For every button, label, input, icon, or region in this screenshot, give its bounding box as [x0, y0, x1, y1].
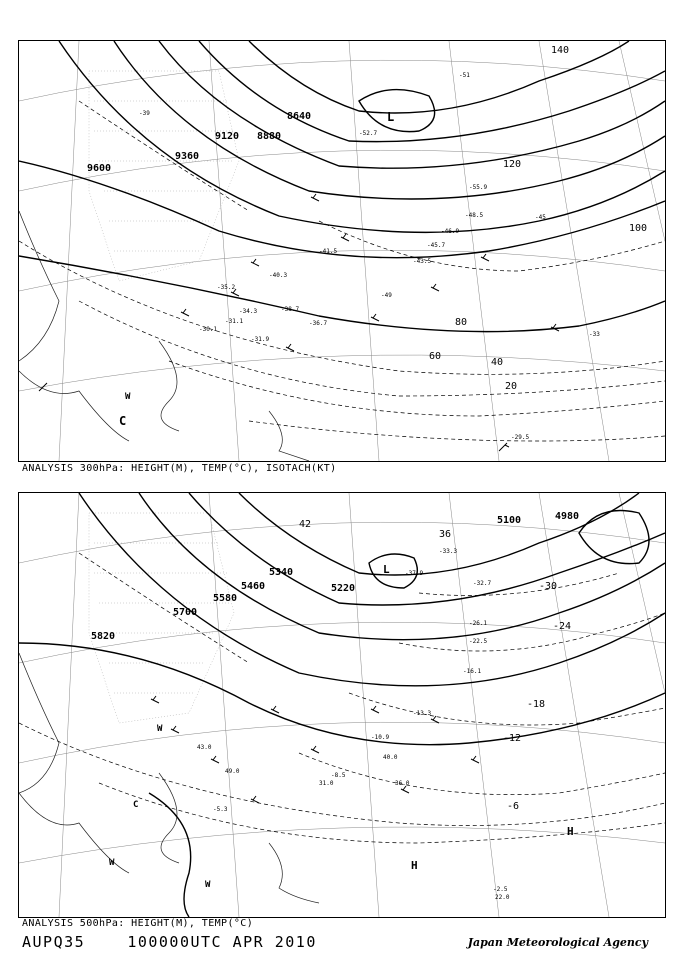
cold-symbol: C: [133, 800, 139, 810]
height-label-5220: 5220: [331, 583, 356, 594]
caption-300hpa: ANALYSIS 300hPa: HEIGHT(M), TEMP(°C), ISOTACH(KT): [22, 463, 337, 474]
isotach-label-20: 20: [505, 381, 518, 392]
height-contours-300: [19, 41, 665, 332]
station-sample: -37.9: [405, 570, 424, 577]
temp-sample: -38.7: [281, 306, 300, 313]
station-sample: 43.0: [197, 744, 212, 751]
temp-sample: -29.5: [511, 434, 530, 441]
low-pressure-symbol: L: [383, 563, 390, 576]
station-sample: 22.0: [495, 894, 510, 901]
low-pressure-symbol: L: [387, 110, 395, 124]
graticule-500: [19, 493, 665, 917]
map-300hpa-svg: [19, 41, 665, 461]
warm-symbol: W: [125, 392, 131, 402]
temp-label--18: -18: [527, 699, 546, 710]
station-sample: -8.5: [331, 772, 346, 779]
isotach-label-100: 100: [629, 223, 648, 234]
temp-label--30: -30: [539, 581, 558, 592]
height-label-5820: 5820: [91, 631, 116, 642]
warm-symbol: W: [205, 880, 211, 890]
station-sample: -13.3: [413, 710, 432, 717]
height-label-5460: 5460: [241, 581, 266, 592]
station-sample: 49.0: [225, 768, 240, 775]
height-label-5700: 5700: [173, 607, 198, 618]
temp-sample: -51: [459, 72, 470, 79]
height-label-8640: 8640: [287, 111, 312, 122]
station-sample: -32.7: [473, 580, 492, 587]
agency-name: Japan Meteorological Agency: [467, 936, 648, 949]
temp-sample: -39: [139, 110, 150, 117]
temp-sample: -45: [535, 214, 546, 221]
height-label-9360: 9360: [175, 151, 200, 162]
high-pressure-symbol: H: [567, 825, 574, 838]
analysis-500hpa-map: [18, 492, 666, 918]
temp-sample: -33: [589, 331, 600, 338]
temp-label-42: 42: [299, 519, 312, 530]
station-sample: -16.1: [463, 668, 482, 675]
station-sample: -2.5: [493, 886, 508, 893]
temp-sample: -35.2: [217, 284, 236, 291]
pressure-systems-300: [119, 110, 394, 428]
temp-sample: -45.7: [427, 242, 446, 249]
temp-label--24: -24: [553, 621, 572, 632]
station-sample: 31.0: [319, 780, 334, 787]
height-label-5580: 5580: [213, 593, 238, 604]
isotach-label-80: 80: [455, 317, 468, 328]
isotherm-contours-500: [19, 553, 665, 843]
isotach-label-60: 60: [429, 351, 442, 362]
temp-sample: -34.3: [239, 308, 258, 315]
temp-sample: -43.5: [413, 258, 432, 265]
isotach-label-40: 40: [491, 357, 504, 368]
temp-sample: -36.7: [309, 320, 328, 327]
coastline-500: [19, 653, 319, 903]
temp-sample: -49: [381, 292, 392, 299]
temp-sample: -46.9: [441, 228, 460, 235]
station-sample: 40.0: [383, 754, 398, 761]
height-label-4980: 4980: [555, 511, 580, 522]
height-labels-300: [87, 111, 311, 174]
high-pressure-symbol: H: [411, 859, 418, 872]
station-samples-500: [197, 548, 510, 901]
analysis-300hpa-map: [18, 40, 666, 462]
chart-id-line: [22, 933, 317, 951]
caption-500hpa: ANALYSIS 500hPa: HEIGHT(M), TEMP(°C): [22, 918, 254, 929]
isotach-label-120: 120: [503, 159, 522, 170]
chart-id: AUPQ35: [22, 933, 86, 951]
height-labels-500: [91, 511, 579, 642]
temp-sample: -40.3: [269, 272, 288, 279]
map-500hpa-svg: [19, 493, 665, 917]
temp-sample: -41.5: [319, 248, 338, 255]
temp-sample: -31.9: [251, 336, 270, 343]
wind-barbs-300: [39, 194, 559, 451]
temp-sample: -31.1: [225, 318, 244, 325]
temp-sample: -30.1: [199, 326, 218, 333]
temp-label--6: -6: [507, 801, 520, 812]
terrain-hatch-500: [89, 513, 234, 723]
station-sample: -33.3: [439, 548, 458, 555]
valid-time: 100000UTC APR 2010: [127, 933, 317, 951]
station-sample: -10.9: [371, 734, 390, 741]
temp-label-36: 36: [439, 529, 452, 540]
station-sample: -5.3: [213, 806, 228, 813]
temp-sample: -52.7: [359, 130, 378, 137]
height-contours-500: [19, 493, 665, 917]
isotach-contours-300: [19, 101, 665, 441]
height-label-8880: 8880: [257, 131, 282, 142]
warm-symbol: W: [157, 724, 163, 734]
height-label-5340: 5340: [269, 567, 294, 578]
temp-label--12: -12: [503, 733, 522, 744]
cold-symbol: C: [119, 414, 127, 428]
temp-sample: -48.5: [465, 212, 484, 219]
station-sample: -26.1: [469, 620, 488, 627]
height-label-9600: 9600: [87, 163, 112, 174]
height-label-5100: 5100: [497, 515, 522, 526]
station-sample: -22.5: [469, 638, 488, 645]
temp-sample: -55.9: [469, 184, 488, 191]
height-label-9120: 9120: [215, 131, 240, 142]
station-sample: 36.0: [395, 780, 410, 787]
isotach-label-140: 140: [551, 45, 570, 56]
warm-symbol: W: [109, 858, 115, 868]
